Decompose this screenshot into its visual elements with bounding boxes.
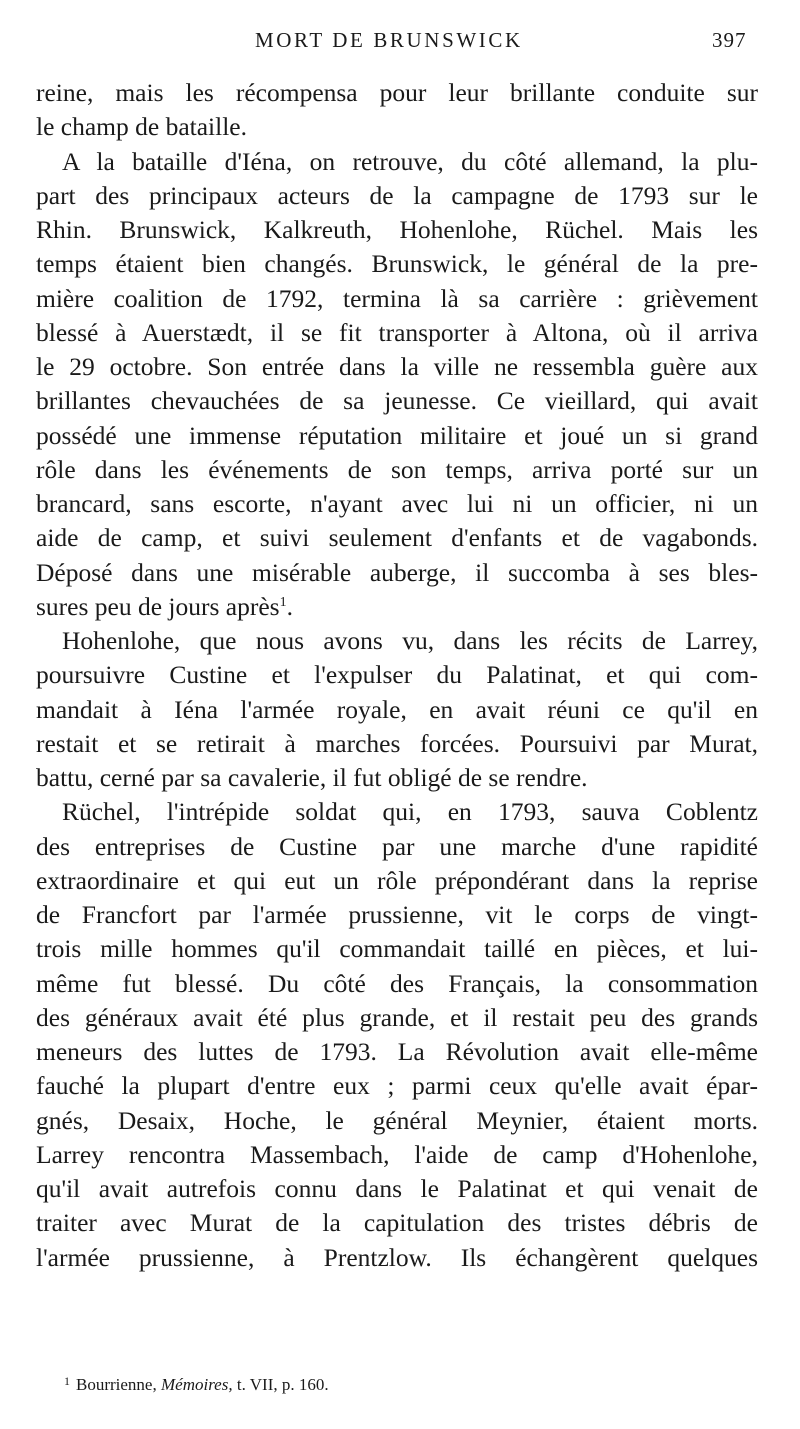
text-line-content: sures peu de jours après	[36, 591, 280, 621]
text-line: meneurs des luttes de 1793. La Révolution avait elle-même	[36, 1037, 758, 1066]
running-head	[0, 28, 800, 58]
text-line: gnés, Desaix, Hoche, le général Meynier, étaient morts.	[36, 1105, 758, 1135]
text-line: de Francfort par l'armée prussienne, vit le corps de vingt-	[36, 900, 758, 929]
text-line: extraordinaire et qui eut un rôle prépondérant dans la reprise	[36, 865, 758, 895]
footnote-marker: 1	[64, 1374, 70, 1388]
text-line: Rüchel, l'intrépide soldat qui, en 1793, sauva Coblentz	[62, 797, 758, 827]
text-line: aide de camp, et suivi seulement d'enfants et de vagabonds.	[36, 523, 758, 553]
text-line: des généraux avait été plus grande, et il restait peu des grands	[36, 1002, 758, 1032]
body-text	[36, 76, 758, 1275]
footnote-reference[interactable]: 1	[279, 594, 287, 610]
text-line: traiter avec Murat de la capitulation des tristes débris de	[36, 1208, 758, 1238]
text-line: mandait à Iéna l'armée royale, en avait réuni ce qu'il en	[36, 694, 758, 724]
text-line: même fut blessé. Du côté des Français, la consommation	[36, 968, 758, 998]
text-line: Déposé dans une misérable auberge, il succomba à ses bles-	[36, 557, 758, 587]
sentence-end: .	[286, 591, 293, 621]
text-line: mière coalition de 1792, termina là sa carrière : grièvement	[36, 283, 758, 313]
text-line: battu, cerné par sa cavalerie, il fut obligé de se rendre.	[36, 763, 588, 792]
text-line: rôle dans les événements de son temps, arriva porté sur un	[36, 454, 758, 484]
text-line: le 29 octobre. Son entrée dans la ville ne ressembla guère aux	[36, 352, 758, 381]
text-line: temps étaient bien changés. Brunswick, le général de la pre-	[36, 249, 758, 279]
text-line: l'armée prussienne, à Prentzlow. Ils échangèrent quelques	[36, 1242, 758, 1272]
running-title: MORT DE BRUNSWICK	[255, 28, 523, 52]
text-line: poursuivre Custine et l'expulser du Palatinat, et qui com-	[36, 660, 758, 690]
text-line: Larrey rencontra Massembach, l'aide de camp d'Hohenlohe,	[36, 1139, 758, 1169]
text-line: qu'il avait autrefois connu dans le Palatinat et qui venait de	[36, 1174, 758, 1203]
text-line: fauché la plupart d'entre eux ; parmi ceux qu'elle avait épar-	[36, 1071, 758, 1101]
text-line: le champ de bataille.	[36, 112, 247, 142]
text-line: part des principaux acteurs de la campagne de 1793 sur le	[36, 180, 758, 210]
text-line: Rhin. Brunswick, Kalkreuth, Hohenlohe, Rüchel. Mais les	[36, 215, 758, 244]
text-line: Hohenlohe, que nous avons vu, dans les récits de Larrey,	[62, 626, 758, 655]
text-line: blessé à Auerstædt, il se fit transporter à Altona, où il arriva	[36, 317, 758, 347]
text-line: des entreprises de Custine par une marche d'une rapidité	[36, 831, 758, 861]
text-line: possédé une immense réputation militaire et joué un si grand	[36, 420, 758, 450]
text-line	[36, 590, 758, 624]
footnote	[64, 1374, 329, 1395]
footnote-author: Bourrienne,	[76, 1375, 157, 1394]
text-line: brillantes chevauchées de sa jeunesse. Ce vieillard, qui avait	[36, 386, 758, 416]
text-line: reine, mais les récompensa pour leur brillante conduite sur	[36, 78, 758, 107]
text-line: restait et se retirait à marches forcées. Poursuivi par Murat,	[36, 728, 758, 758]
page-number: 397	[712, 28, 747, 52]
footnote-work-title: Mémoires,	[160, 1375, 233, 1394]
text-line: A la bataille d'Iéna, on retrouve, du côté allemand, la plu-	[62, 146, 758, 176]
footnote-reference-detail: t. VII, p. 160.	[236, 1375, 329, 1394]
text-line: brancard, sans escorte, n'ayant avec lui ni un officier, ni un	[36, 489, 758, 518]
text-line: trois mille hommes qu'il commandait taillé en pièces, et lui-	[36, 934, 758, 964]
